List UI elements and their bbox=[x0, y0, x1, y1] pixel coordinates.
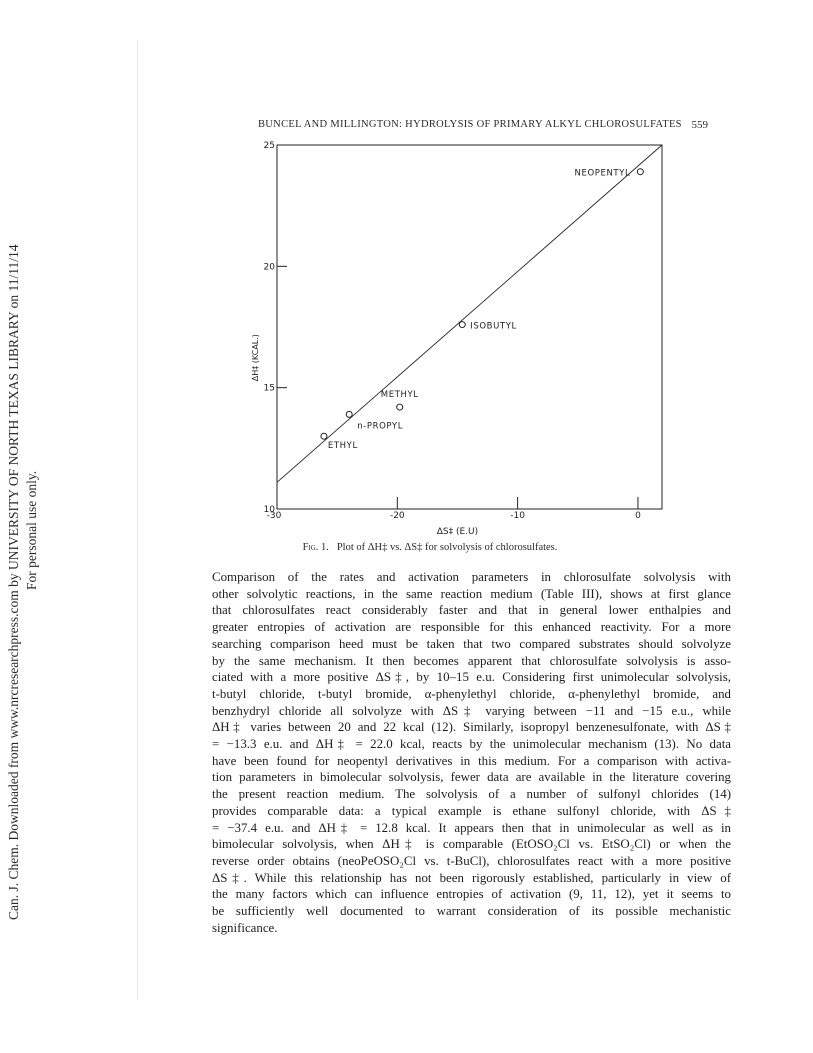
body-line: bimolecular solvolysis, when ΔH‡ is comparable (EtOSO₂Cl vs. EtSO₂Cl) or when the bbox=[212, 837, 731, 852]
body-line: by the same mechanism. It then becomes apparent that chlorosulfate solvolysis is asso- bbox=[212, 653, 731, 668]
body-line: = −37.4 e.u. and ΔH‡ = 12.8 kcal. It appears then that in unimolecular as well as in bbox=[212, 820, 731, 835]
y-tick-label: 25 bbox=[263, 141, 275, 151]
point-ethyl bbox=[321, 433, 327, 439]
body-paragraph bbox=[188, 569, 731, 936]
page-number: 559 bbox=[691, 119, 708, 131]
body-line: t-butyl chloride, t-butyl bromide, α-phenylethyl chloride, α-phenylethyl bromide, and bbox=[212, 686, 731, 701]
body-line: the present reaction medium. The solvolysis of a number of sulfonyl chlorides (14) bbox=[212, 787, 731, 802]
body-line: be sufficiently well documented to warrant consideration of its possible mechanistic bbox=[212, 904, 731, 919]
body-line: that chlorosulfates react considerably faster and that in general lower enthalpies and bbox=[212, 603, 731, 618]
y-axis-label: ΔH‡ (KCAL.) bbox=[251, 334, 260, 382]
body-line: greater entropies of activation are responsible for this enhanced reactivity. For a more bbox=[212, 620, 731, 635]
point-isobutyl bbox=[459, 322, 465, 328]
body-line: = −13.3 e.u. and ΔH‡ = 22.0 kcal, reacts by the unimolecular mechanism (13). No data bbox=[212, 737, 731, 752]
caption-text: Plot of ΔH‡ vs. ΔS‡ for solvolysis of chlorosulfates. bbox=[336, 542, 558, 553]
running-header bbox=[258, 119, 708, 131]
point-label-n-propyl: n-PROPYL bbox=[357, 421, 404, 432]
download-notice bbox=[0, 0, 60, 1053]
point-label-ethyl: ETHYL bbox=[327, 441, 358, 452]
x-tick-label: -20 bbox=[389, 511, 405, 521]
x-tick-label: -10 bbox=[510, 511, 525, 521]
point-label-neopentyl: NEOPENTYL bbox=[574, 168, 631, 179]
body-line: have been found for neopentyl derivatives in this medium. For a comparison with activa- bbox=[212, 753, 731, 768]
body-line: Comparison of the rates and activation parameters in chlorosulfate solvolysis with bbox=[212, 570, 731, 584]
figure-1-plot bbox=[240, 135, 680, 535]
fit-line-group bbox=[277, 145, 662, 482]
body-line: reverse order obtains (neoPeOSO₂Cl vs. t-BuCl), chlorosulfates react with a more positive bbox=[212, 853, 731, 868]
x-tick-label: 0 bbox=[635, 511, 641, 521]
body-line: tion parameters in bimolecular solvolysis, fewer data are available in the literature covering bbox=[212, 770, 731, 785]
download-notice-line-2: For personal use only. bbox=[24, 470, 39, 590]
axis-ticks bbox=[264, 141, 642, 521]
point-neopentyl bbox=[637, 169, 643, 175]
body-line: ΔH‡ varies between 20 and 22 kcal (12). Similarly, isopropyl benzenesulfonate, with ΔS‡ bbox=[212, 720, 731, 735]
margin-rule bbox=[137, 40, 138, 1000]
body-line: ciated with a more positive ΔS‡, by 10–15 e.u. Considering first unimolecular solvolysis, bbox=[212, 670, 731, 685]
download-notice-line-1: Can. J. Chem. Downloaded from www.nrcresearchpress.com by UNIVERSITY OF NORTH TEXAS LIBRARY on 11/11/14 bbox=[6, 244, 21, 920]
point-label-isobutyl: ISOBUTYL bbox=[470, 321, 517, 332]
body-line: other solvolytic reactions, in the same reaction medium (Table III), shows at first glance bbox=[212, 586, 731, 601]
point-methyl bbox=[397, 404, 403, 410]
caption-prefix: Fig. 1. bbox=[302, 542, 329, 553]
body-line: the many factors which can influence entropies of activation (9, 11, 12), yet it seems to bbox=[212, 887, 731, 902]
body-line: ΔS‡. While this relationship has not been rigorously established, particularly in view of bbox=[212, 870, 731, 885]
body-line: significance. bbox=[212, 920, 278, 935]
body-line: searching comparison heed must be taken that two compared substrates should solvolyze bbox=[212, 636, 731, 651]
y-tick-label: 10 bbox=[263, 505, 275, 515]
body-line: provides comparable data: a typical example is ethane sulfonyl chloride, with ΔS‡ bbox=[212, 803, 731, 818]
point-label-methyl: METHYL bbox=[380, 390, 419, 401]
regression-line bbox=[277, 145, 662, 482]
point-n-propyl bbox=[346, 411, 352, 417]
running-title: BUNCEL AND MILLINGTON: HYDROLYSIS OF PRIMARY ALKYL CHLOROSULFATES bbox=[258, 119, 682, 130]
figure-caption bbox=[265, 542, 595, 553]
y-tick-label: 15 bbox=[263, 383, 275, 394]
body-line: benzhydryl chloride all solvolyze with ΔS‡ varying between −11 and −15 e.u., while bbox=[212, 703, 731, 718]
y-tick-label: 20 bbox=[263, 262, 275, 273]
x-tick-label: -30 bbox=[266, 511, 282, 521]
data-points bbox=[321, 169, 643, 452]
x-axis-label: ΔS‡ (E.U) bbox=[436, 527, 479, 535]
